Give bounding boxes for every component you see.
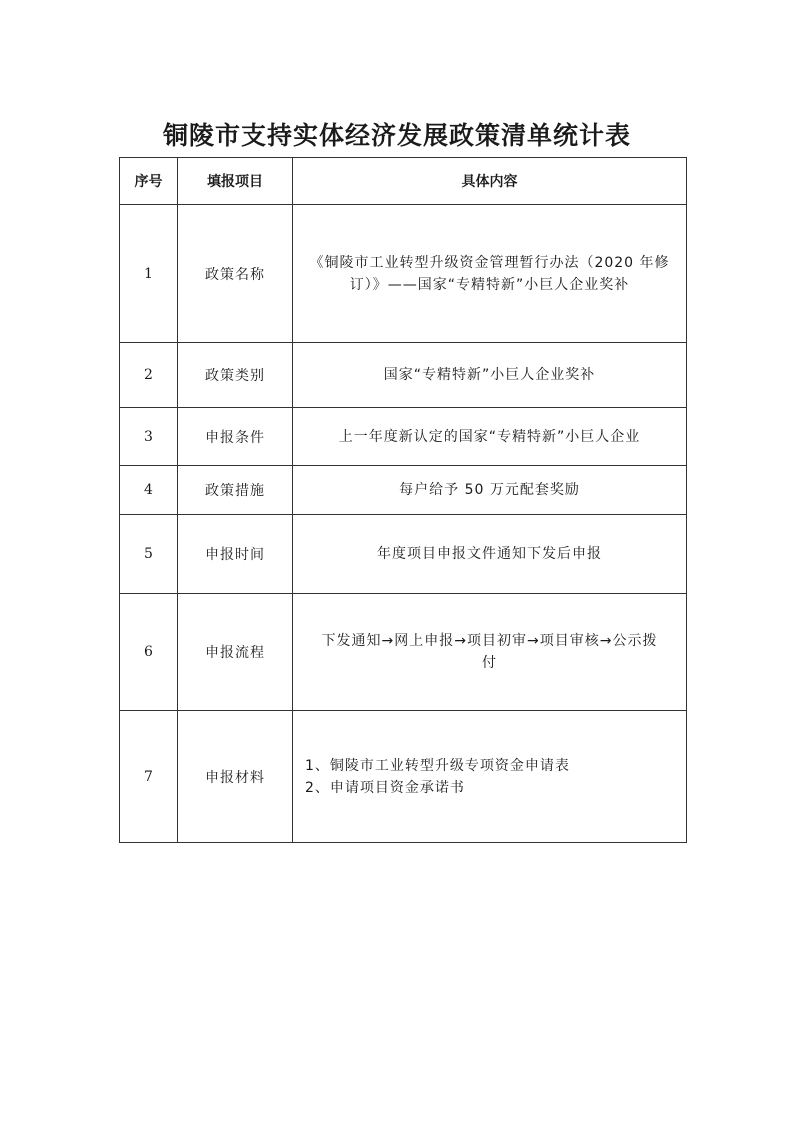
content-line: 付 [482, 655, 497, 671]
row-content [293, 343, 687, 408]
policy-table [119, 157, 687, 843]
content-line: 上一年度新认定的国家“专精特新”小巨人企业 [338, 428, 641, 445]
table-row [120, 711, 687, 843]
row-item: 申报条件 [178, 408, 293, 466]
row-index: 1 [120, 205, 178, 343]
row-content [293, 711, 687, 843]
table-row [120, 466, 687, 515]
row-index: 5 [120, 515, 178, 594]
page-title: 铜陵市支持实体经济发展政策清单统计表 [162, 121, 631, 150]
row-index: 6 [120, 594, 178, 711]
header-index: 序号 [120, 158, 178, 205]
row-content [293, 466, 687, 515]
content-line: 下发通知→网上申报→项目初审→项目审核→公示拨 [321, 633, 658, 649]
row-content [293, 408, 687, 466]
row-item: 政策类别 [178, 343, 293, 408]
row-index: 3 [120, 408, 178, 466]
row-item: 申报流程 [178, 594, 293, 711]
header-item: 填报项目 [178, 158, 293, 205]
table-header-row [120, 158, 687, 205]
row-item: 政策名称 [178, 205, 293, 343]
table-row [120, 594, 687, 711]
content-line: 订）》——国家“专精特新”小巨人企业奖补 [349, 276, 630, 293]
table-row [120, 515, 687, 594]
table-row [120, 205, 687, 343]
header-content: 具体内容 [293, 158, 687, 205]
content-line: 国家“专精特新”小巨人企业奖补 [383, 367, 596, 383]
table-row [120, 343, 687, 408]
row-content [293, 205, 687, 343]
row-index: 4 [120, 466, 178, 515]
table-row [120, 408, 687, 466]
row-content [293, 515, 687, 594]
row-index: 7 [120, 711, 178, 843]
content-line: 每户给予 50 万元配套奖励 [399, 482, 580, 498]
row-item: 申报材料 [178, 711, 293, 843]
content-line: 1、铜陵市工业转型升级专项资金申请表 [305, 757, 570, 774]
row-item: 申报时间 [178, 515, 293, 594]
content-line: 年度项目申报文件通知下发后申报 [377, 546, 602, 562]
content-line: 《铜陵市工业转型升级资金管理暂行办法（2020 年修 [309, 254, 670, 271]
row-item: 政策措施 [178, 466, 293, 515]
content-line: 2、申请项目资金承诺书 [305, 779, 465, 796]
row-index: 2 [120, 343, 178, 408]
row-content [293, 594, 687, 711]
